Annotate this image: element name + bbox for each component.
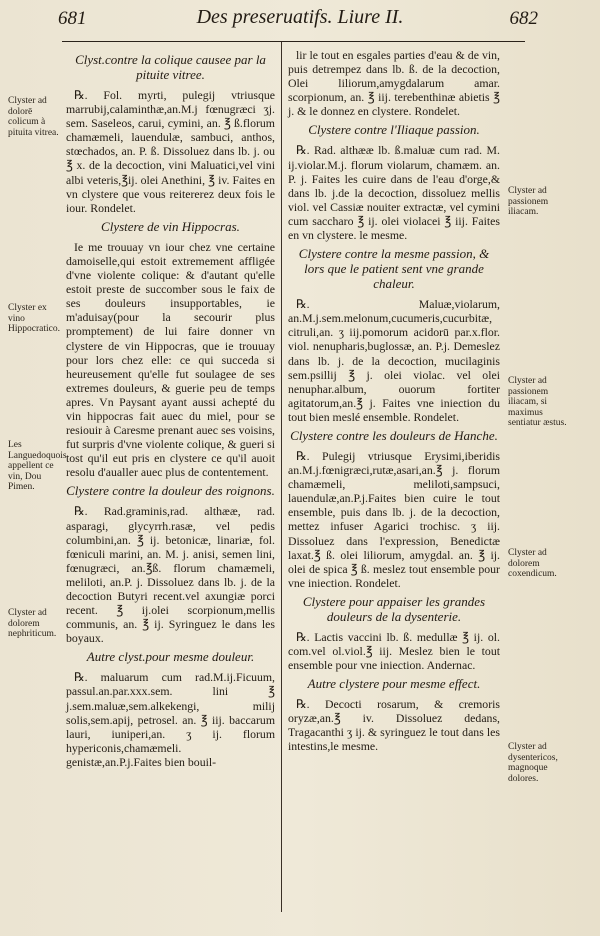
paragraph: ℞. Lactis vaccini lb. ß. medullæ ℥ ij. ol. com.vel ol.viol.℥ iij. Meslez bien le tout ensemble pour vne iniection. Andernac. <box>288 629 500 673</box>
section-heading: Clystere contre l'Iliaque passion. <box>308 122 480 138</box>
paragraph: ℞. Rad.graminis,rad. althææ, rad. asparagi, glycyrrh.rasæ, vel pedis columbini,an. ℥ ij. betonicæ, linariæ, fol. fœniculi marini, an. M. j. anisi, semen lini, fœnugræci, an.℥ß. florum chamæmeli, meliloti, an.P. j. Dissoluez dans lb. j. de la decoction Butyri recent.vel axungiæ porci recent. ℥ ij.olei scorpionum,mellis communis, an. ℥ ij. Syringuez le dans les boyaux. <box>66 504 275 646</box>
margin-note: Les Languedoquois appellent ce vin, Dou Pimen. <box>8 440 67 492</box>
section-heading: Clystere contre la mesme passion, & lors que le patient sent vne grande chaleur. <box>298 246 490 292</box>
paragraph: ℞. Maluæ,violarum, an.M.j.sem.melonum,cucumeris,cucurbitæ, citruli,an. ʒ iij.pomorum acidorū par.x.flor. viol. nenupharis,buglossæ, an. P.j. Demeslez dans lb. j. de la decoction, mucilaginis sem.psillij ℥ j. olei violac. vel olei nenuphar.album, ouorum fortiter agitatorum,an.℥ j. Faites vne iniection du tout bien meslé ensemble. Rondelet. <box>288 297 500 424</box>
page-number-right: 682 <box>509 8 538 29</box>
margin-note: Clyster ad dolorē colicum à pituita vitrea. <box>8 96 59 138</box>
page-number-left: 681 <box>58 8 87 29</box>
paragraph: ℞. maluarum cum rad.M.ij.Ficuum, passul.an.par.xxx.sem. lini ℥ j.sem.maluæ,sem.alkekengi, milij solis,sem.apij, petrosel. an. ℥ iij. baccarum lauri, iuniperi,an. ʒ ij. florum hypericonis,chamæmeli. genistæ,an.P.j.Faites bien bouil- <box>66 670 275 769</box>
paragraph: lir le tout en esgales parties d'eau & de vin, puis detrempez dans lb. ß. de la decoction, Olei liliorum,amygdalarum amar. scorpionum, an. ℥ iij. terebenthinæ abietis ℥ j. & le donnez en clystere. Rondelet. <box>288 48 500 119</box>
running-title: Des preseruatifs. Liure II. <box>196 6 404 28</box>
margin-note: Clyster ex vino Hippocratico. <box>8 303 60 334</box>
section-heading: Clystere pour appaiser les grandes douleurs de la dysenterie. <box>302 593 486 624</box>
section-heading: Clystere contre la douleur des roignons. <box>66 483 275 499</box>
section-heading: Autre clystere pour mesme effect. <box>307 676 481 692</box>
margin-note: Clyster ad dysentericos, magnoque dolores. <box>508 742 558 784</box>
margin-note: Clyster ad dolorem nephriticum. <box>8 608 57 639</box>
left-column <box>66 48 275 773</box>
paragraph: ℞. Fol. myrti, pulegij vtriusque marrubij,calaminthæ,an.M.j fœnugræci ʒj. sem. Saseleos, carui, cymini, an. ℥ ß.florum chamæmeli, lauendulæ, sambuci, anthos, stœchados, an. P. ß. Dissoluez dans lb. j. ou ℥ x. de la decoction, vini Maluatici,vel vini albi veteris,℥ij. olei Anethini, ℥ iv. Faites en vn clystere que vous reitererez deux fois le iour. Rondelet. <box>66 88 275 215</box>
section-heading: Clystere de vin Hippocras. <box>101 218 240 234</box>
paragraph: Ie me trouuay vn iour chez vne certaine damoiselle,qui estoit extremement affligée d'vne violente colique: & d'autant qu'elle estoit preste de succomber sous le faix de ses douleurs insupportables, ie m'aduisay(pour la secourir plus promptement) de lui faire donner vn clystere de vin Hippocras, que ie trouuay pour lors chez elle: ce qui succeda si heureusement qu'elle fut soulagee de ses extremes douleurs, & guerie peu de temps apres. Vn Paysant ayant aussi achepté du vin hippocras fait auec du miel, pour se resiouir à Caresme prenant auec ses voisins, fut surpris d'vne violente colique, & gueri si tost qu'il eut pris en clystere ce qu'il auoit resolu d'aualler auec plus de contentement. <box>66 239 275 480</box>
right-column <box>288 48 500 758</box>
margin-note: Clyster ad passionem iliacam. <box>508 186 549 217</box>
margin-note: Clyster ad passionem iliacam, si maximus sentiatur æstus. <box>508 376 567 428</box>
column-divider <box>281 42 282 912</box>
section-heading: Clystere contre les douleurs de Hanche. <box>290 427 498 443</box>
section-heading: Clyst.contre la colique causee par la pituite vitree. <box>75 52 266 82</box>
margin-note: Clyster ad dolorem coxendicum. <box>508 548 557 579</box>
page-header <box>0 2 600 38</box>
paragraph: ℞. Pulegij vtriusque Erysimi,iberidis an.M.j.fœnigræci,rutæ,asari,an.℥ j. florum chamæmeli, meliloti,sampsuci, lauendulæ,an.P.j.Faites bien cuire le tout ensemble, puis dans lb. j. de la decoction, mettez infuser Agarici trochisc. ʒ iij. Dissoluez dans l'expression, Benedictæ laxat.℥ ß. olei liliorum, amygdal. an. ℥ ij. olei de spica ℥ ß. meslez tout ensemble pour vne iniection. Rondelet. <box>288 448 500 590</box>
paragraph: ℞. Rad. althææ lb. ß.maluæ cum rad. M. ij.violar.M.j. florum violarum, chamæm. an. P. j. Faites les cuire dans de l'eau d'orge,& dans lb. j.de la decoction, dissoluez mellis viol. vel Cassiæ nouiter extractæ, vel cymini cum saccharo ℥ ij. olei violacei ℥ iij. Faites en vn clystere. le mesme. <box>288 143 500 243</box>
section-heading: Autre clyst.pour mesme douleur. <box>86 649 255 665</box>
paragraph: ℞. Decocti rosarum, & cremoris oryzæ,an.℥ iv. Dissoluez dedans, Tragacanthi ʒ ij. & syringuez le tout dans les intestins,le mesme. <box>288 697 500 754</box>
header-rule <box>62 41 525 42</box>
